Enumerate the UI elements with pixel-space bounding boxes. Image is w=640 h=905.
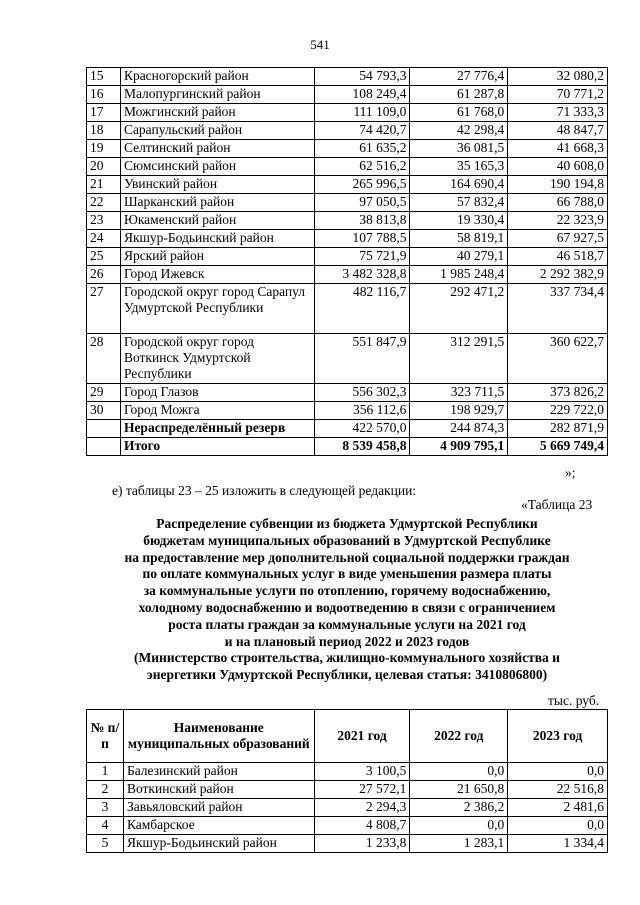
- municipality-name: Завьяловский район: [123, 799, 314, 817]
- value-2023: 71 333,3: [508, 104, 608, 122]
- value-2022: 0,0: [410, 817, 508, 835]
- value-2022: 27 776,4: [410, 68, 508, 86]
- table-row: [87, 781, 608, 799]
- row-number: 25: [87, 248, 121, 266]
- row-number: 30: [87, 402, 121, 420]
- value-2023: 67 927,5: [508, 230, 608, 248]
- value-2021: 3 482 328,8: [314, 266, 410, 284]
- value-2022: 40 279,1: [410, 248, 508, 266]
- value-2021: 3 100,5: [314, 763, 410, 781]
- title-line: за коммунальные услуги по отоплению, горячему водоснабжению,: [143, 583, 551, 599]
- total-2021: 8 539 458,8: [314, 438, 410, 456]
- value-2022: 57 832,4: [410, 194, 508, 212]
- total-row: [87, 438, 608, 456]
- subvention-table: [86, 709, 608, 853]
- table-row: [87, 817, 608, 835]
- value-2022: 35 165,3: [410, 158, 508, 176]
- value-2023: 0,0: [508, 763, 608, 781]
- municipality-name: Можгинский район: [120, 104, 314, 122]
- table-row: [87, 194, 608, 212]
- value-2022: 58 819,1: [410, 230, 508, 248]
- value-2022: 61 287,8: [410, 86, 508, 104]
- value-2023: 66 788,0: [508, 194, 608, 212]
- table-row: [87, 248, 608, 266]
- value-2021: 108 249,4: [314, 86, 410, 104]
- table-row: [87, 763, 608, 781]
- row-number: 28: [87, 334, 121, 384]
- table-row: [87, 86, 608, 104]
- empty-cell: [87, 438, 121, 456]
- value-2023: 190 194,8: [508, 176, 608, 194]
- row-number: 15: [87, 68, 121, 86]
- value-2021: 97 050,5: [314, 194, 410, 212]
- table-row: [87, 284, 608, 334]
- row-number: 5: [87, 835, 124, 853]
- row-number: 17: [87, 104, 121, 122]
- title-line: роста платы граждан за коммунальные услуги на 2021 год: [168, 616, 526, 632]
- value-2023: 48 847,7: [508, 122, 608, 140]
- value-2022: 323 711,5: [410, 384, 508, 402]
- value-2021: 551 847,9: [314, 334, 410, 384]
- municipality-name: Шарканский район: [120, 194, 314, 212]
- row-number: 19: [87, 140, 121, 158]
- value-2021: 75 721,9: [314, 248, 410, 266]
- value-2023: 0,0: [508, 817, 608, 835]
- table-row: [87, 176, 608, 194]
- municipality-name: Малопургинский район: [120, 86, 314, 104]
- page-number: 541: [310, 37, 330, 52]
- municipality-name: Воткинский район: [123, 781, 314, 799]
- header-2023: 2023 год: [508, 710, 608, 763]
- value-2022: 198 929,7: [410, 402, 508, 420]
- municipality-name: Город Ижевск: [120, 266, 314, 284]
- value-2023: 40 608,0: [508, 158, 608, 176]
- municipality-name: Селтинский район: [120, 140, 314, 158]
- value-2021: 265 996,5: [314, 176, 410, 194]
- row-number: 23: [87, 212, 121, 230]
- table-title: [86, 516, 608, 684]
- value-2022: 312 291,5: [410, 334, 508, 384]
- value-2022: 0,0: [410, 763, 508, 781]
- reserve-2023: 282 871,9: [508, 420, 608, 438]
- value-2021: 111 109,0: [314, 104, 410, 122]
- row-number: 21: [87, 176, 121, 194]
- title-line: и на плановый период 2022 и 2023 годов: [224, 633, 470, 649]
- municipality-name: Балезинский район: [123, 763, 314, 781]
- row-number: 16: [87, 86, 121, 104]
- value-2022: 42 298,4: [410, 122, 508, 140]
- municipality-name: Красногорский район: [120, 68, 314, 86]
- title-line: по оплате коммунальных услуг в виде уменьшения размера платы: [142, 566, 552, 582]
- header-name: Наименование муниципальных образований: [123, 710, 314, 763]
- table-row: [87, 384, 608, 402]
- value-2023: 46 518,7: [508, 248, 608, 266]
- value-2022: 1 985 248,4: [410, 266, 508, 284]
- value-2023: 337 734,4: [508, 284, 608, 334]
- municipality-name: Якшур-Бодьинский район: [120, 230, 314, 248]
- value-2023: 32 080,2: [508, 68, 608, 86]
- value-2023: 2 292 382,9: [508, 266, 608, 284]
- value-2022: 2 386,2: [410, 799, 508, 817]
- row-number: 4: [87, 817, 124, 835]
- header-2022: 2022 год: [410, 710, 508, 763]
- value-2021: 62 516,2: [314, 158, 410, 176]
- table-label: «Таблица 23: [521, 497, 593, 512]
- title-line: холодному водоснабжению и водоотведению в связи с ограничением: [138, 599, 556, 615]
- value-2021: 556 302,3: [314, 384, 410, 402]
- row-number: 26: [87, 266, 121, 284]
- reserve-2021: 422 570,0: [314, 420, 410, 438]
- value-2022: 36 081,5: [410, 140, 508, 158]
- table-row: [87, 334, 608, 384]
- amendment-instruction: е) таблицы 23 – 25 изложить в следующей редакции:: [112, 483, 417, 498]
- row-number: 2: [87, 781, 124, 799]
- value-2022: 292 471,2: [410, 284, 508, 334]
- value-2022: 1 283,1: [410, 835, 508, 853]
- allocation-table-continued: [86, 67, 608, 456]
- row-number: 18: [87, 122, 121, 140]
- table-row: [87, 68, 608, 86]
- table-row: [87, 122, 608, 140]
- value-2022: 164 690,4: [410, 176, 508, 194]
- header-number: № п/п: [87, 710, 124, 763]
- municipality-name: Сюмсинский район: [120, 158, 314, 176]
- total-2022: 4 909 795,1: [410, 438, 508, 456]
- header-2021: 2021 год: [314, 710, 410, 763]
- value-2021: 107 788,5: [314, 230, 410, 248]
- value-2023: 229 722,0: [508, 402, 608, 420]
- value-2023: 1 334,4: [508, 835, 608, 853]
- value-2023: 22 323,9: [508, 212, 608, 230]
- closing-quote: »;: [565, 465, 576, 480]
- municipality-name: Город Глазов: [120, 384, 314, 402]
- table-row: [87, 104, 608, 122]
- row-number: 20: [87, 158, 121, 176]
- title-line: Распределение субвенции из бюджета Удмуртской Республики: [156, 516, 538, 531]
- units-label: тыс. руб.: [548, 693, 600, 708]
- title-line: на предоставление мер дополнительной социальной поддержки граждан: [124, 549, 570, 565]
- table-row: [87, 158, 608, 176]
- value-2022: 19 330,4: [410, 212, 508, 230]
- reserve-2022: 244 874,3: [410, 420, 508, 438]
- total-label: Итого: [120, 438, 314, 456]
- table-row: [87, 402, 608, 420]
- value-2021: 1 233,8: [314, 835, 410, 853]
- value-2021: 74 420,7: [314, 122, 410, 140]
- row-number: 27: [87, 284, 121, 334]
- municipality-name: Сарапульский район: [120, 122, 314, 140]
- value-2021: 482 116,7: [314, 284, 410, 334]
- table-row: [87, 266, 608, 284]
- value-2021: 4 808,7: [314, 817, 410, 835]
- municipality-name: Городской округ город Воткинск Удмуртской Республики: [120, 334, 314, 384]
- row-number: 24: [87, 230, 121, 248]
- row-number: 1: [87, 763, 124, 781]
- value-2021: 38 813,8: [314, 212, 410, 230]
- table-row: [87, 230, 608, 248]
- reserve-row: [87, 420, 608, 438]
- municipality-name: Якшур-Бодьинский район: [123, 835, 314, 853]
- table-row: [87, 799, 608, 817]
- table-row: [87, 835, 608, 853]
- value-2022: 61 768,0: [410, 104, 508, 122]
- reserve-label: Нераспределённый резерв: [120, 420, 314, 438]
- title-line: бюджетам муниципальных образований в Удмуртской Республике: [143, 532, 551, 548]
- table-row: [87, 140, 608, 158]
- value-2021: 27 572,1: [314, 781, 410, 799]
- municipality-name: Юкаменский район: [120, 212, 314, 230]
- municipality-name: Камбарское: [123, 817, 314, 835]
- value-2023: 2 481,6: [508, 799, 608, 817]
- row-number: 3: [87, 799, 124, 817]
- value-2022: 21 650,8: [410, 781, 508, 799]
- value-2023: 22 516,8: [508, 781, 608, 799]
- row-number: 29: [87, 384, 121, 402]
- value-2021: 356 112,6: [314, 402, 410, 420]
- value-2023: 41 668,3: [508, 140, 608, 158]
- table-row: [87, 212, 608, 230]
- value-2023: 70 771,2: [508, 86, 608, 104]
- row-number: 22: [87, 194, 121, 212]
- title-line: энергетики Удмуртской Республики, целевая статья: 3410806800): [146, 667, 548, 683]
- value-2021: 2 294,3: [314, 799, 410, 817]
- municipality-name: Ярский район: [120, 248, 314, 266]
- title-line: (Министерство строительства, жилищно-коммунального хозяйства и: [134, 650, 560, 666]
- total-2023: 5 669 749,4: [508, 438, 608, 456]
- municipality-name: Городской округ город Сарапул Удмуртской Республики: [120, 284, 314, 334]
- municipality-name: Увинский район: [120, 176, 314, 194]
- value-2023: 360 622,7: [508, 334, 608, 384]
- header-row: [87, 710, 608, 763]
- value-2021: 54 793,3: [314, 68, 410, 86]
- value-2021: 61 635,2: [314, 140, 410, 158]
- value-2023: 373 826,2: [508, 384, 608, 402]
- municipality-name: Город Можга: [120, 402, 314, 420]
- empty-cell: [87, 420, 121, 438]
